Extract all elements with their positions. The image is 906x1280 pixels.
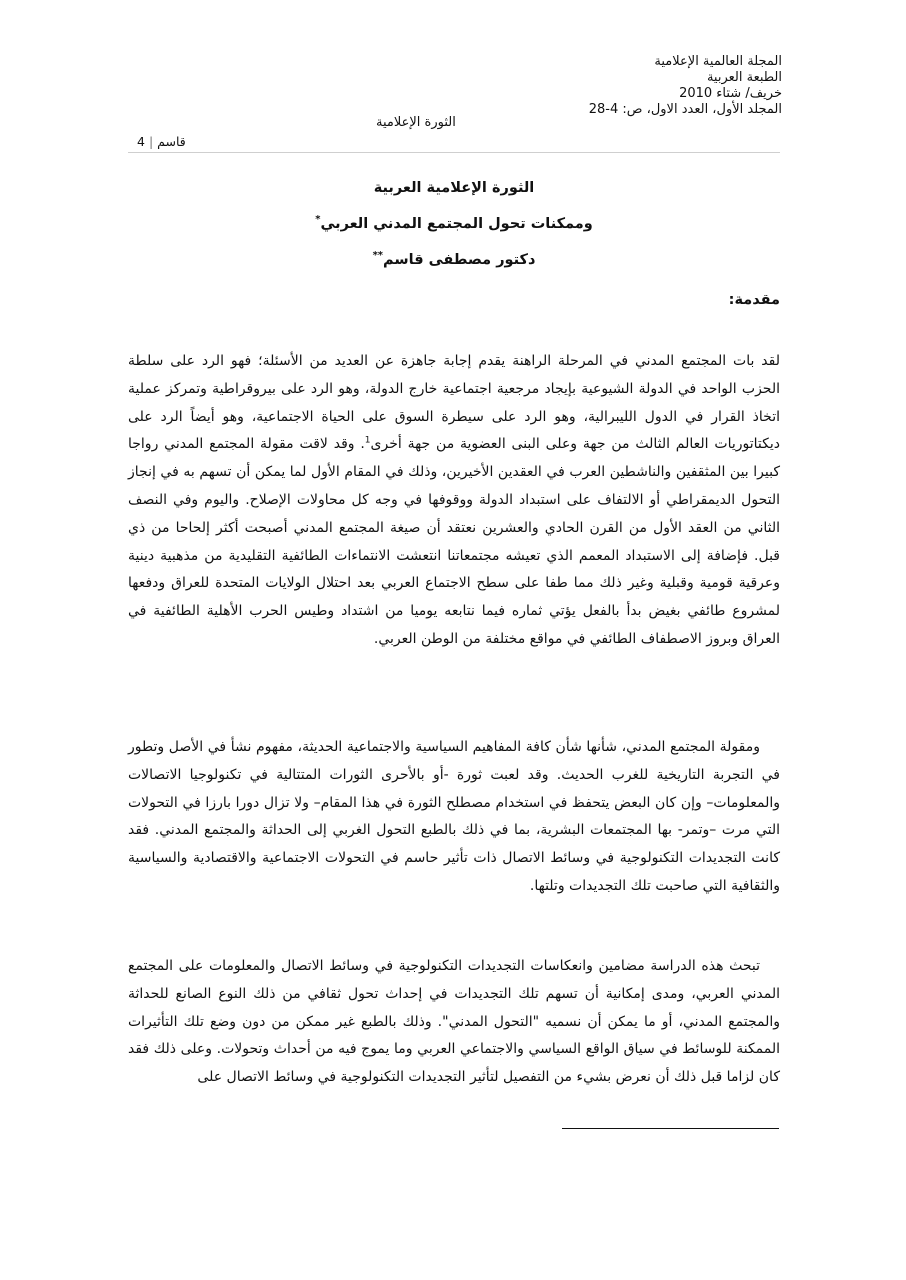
- article-author-name: دكتور مصطفى قاسم: [383, 251, 536, 268]
- body-paragraph-3: تبحث هذه الدراسة مضامين وانعكاسات التجديدات التكنولوجية في وسائط الاتصال والمعلومات على المجتمع المدني العربي، ومدى إمكانية أن تسهم تلك التجديدات في إحداث تحول ثقافي من ذلك النوع الصانع للحداثة والمجتمع المدني، أو ما يمكن أن نسميه "التحول المدني". وذلك بالطبع غير ممكن من دون وضع تلك التأثيرات الممكنة للوسائط في سياق الواقع السياسي والاجتماعي العربي وما يموج فيه من أحداث وتحولات. وعلى ذلك فقد كان لزاما قبل ذلك أن نعرض بشيء من التفصيل لتأثير التجديدات التكنولوجية في وسائط الاتصال على: [128, 958, 780, 1086]
- article-title-line2-text: وممكنات تحول المجتمع المدني العربي: [320, 215, 593, 232]
- article-title-line2: [128, 204, 780, 240]
- page-number-line: [137, 134, 186, 149]
- paragraph-1-part-b: . وقد لاقت مقولة المجتمع المدني رواجا كبيرا بين المثقفين والناشطين العرب في العقدين الأخيرين، وذلك في المقام الأول لما يمكن أن تسهم به في إنجاز التحول الديمقراطي أو الالتفاف على استبداد الدولة ووقوفها في وجه كل محاولات الإصلاح. واليوم وفي النصف الثاني من العقد الأول من القرن الحادي والعشرين نعتقد أن صيغة المجتمع المدني أصبحت أكثر إلحاحا من ذي قبل. فإضافة إلى الاستبداد المعمم الذي تعيشه مجتمعاتنا انتعشت الانتماءات الطائفية التقليدية من مذهبية دينية وعرقية قومية وقبلية وغير ذلك مما طفا على سطح الاجتماع العربي بعد احتلال الولايات المتحدة للعراق ودفعها لمشروع طائفي بغيض بدأ بالفعل يؤتي ثماره فيما نتابعه يوميا من اشتداد وطيس الحرب الأهلية الطائفية في العراق وبروز الاصطفاف الطائفي في مواقع مختلفة من الوطن العربي.: [128, 436, 780, 647]
- body-paragraph-2: ومقولة المجتمع المدني، شأنها شأن كافة المفاهيم السياسية والاجتماعية الحديثة، مفهوم نشأ في الأصل وتطور في التجربة التاريخية للغرب الحديث. وقد لعبت ثورة -أو بالأحرى الثورات المتتالية في تكنولوجيا الاتصالات والمعلومات– وإن كان البعض يتحفظ في استخدام مصطلح الثورة في هذا المقام– ولا تزال دورا بارزا في التحولات التي مرت –وتمر- بها المجتمعات البشرية، بما في ذلك بالطبع التحول الغربي إلى الحداثة والمجتمع المدني. فقد كانت التجديدات التكنولوجية في وسائط الاتصال ذات تأثير حاسم في التحولات الاجتماعية والاقتصادية والسياسية والثقافية التي صاحبت تلك التجديدات وتلتها.: [128, 739, 780, 894]
- article-title-block: [128, 172, 780, 276]
- footnote-divider: [562, 1128, 779, 1129]
- journal-edition: الطبعة العربية: [706, 70, 782, 85]
- article-author: [128, 240, 780, 276]
- journal-season: خريف/ شتاء 2010: [679, 86, 782, 101]
- paragraph-1-part-a: لقد بات المجتمع المدني في المرحلة الراهنة يقدم إجابة جاهزة عن العديد من الأسئلة؛ فهو الرد على سلطة الحزب الواحد في الدولة الشيوعية بإيجاد مرجعية اجتماعية خارج الدولة، وهو الرد على بيروقراطية وتمركز عملية اتخاذ القرار في الدول الليبرالية، وهو الرد على سيطرة السوق على الحياة الاجتماعية، وهو أيضاً الرد على ديكتاتوريات العالم الثالث من جهة وعلى البنى العضوية من جهة أخرى: [128, 353, 780, 453]
- title-footnote-mark: *: [315, 214, 321, 225]
- header-separator: |: [148, 134, 154, 149]
- section-heading: مقدمة:: [728, 292, 780, 308]
- author-footnote-mark: **: [372, 249, 384, 261]
- footnote-ref-1: 1: [364, 435, 371, 446]
- header-divider: [128, 152, 780, 153]
- author-short: قاسم: [157, 134, 186, 149]
- journal-name: المجلة العالمية الإعلامية: [654, 54, 782, 69]
- article-title-line1: الثورة الإعلامية العربية: [373, 180, 535, 196]
- body-paragraph-1: [128, 348, 780, 654]
- running-title: الثورة الإعلامية: [376, 115, 456, 130]
- journal-volume: المجلد الأول، العدد الاول، ص: 4-28: [588, 102, 782, 117]
- journal-meta: [589, 54, 782, 118]
- page-number: 4: [137, 134, 145, 149]
